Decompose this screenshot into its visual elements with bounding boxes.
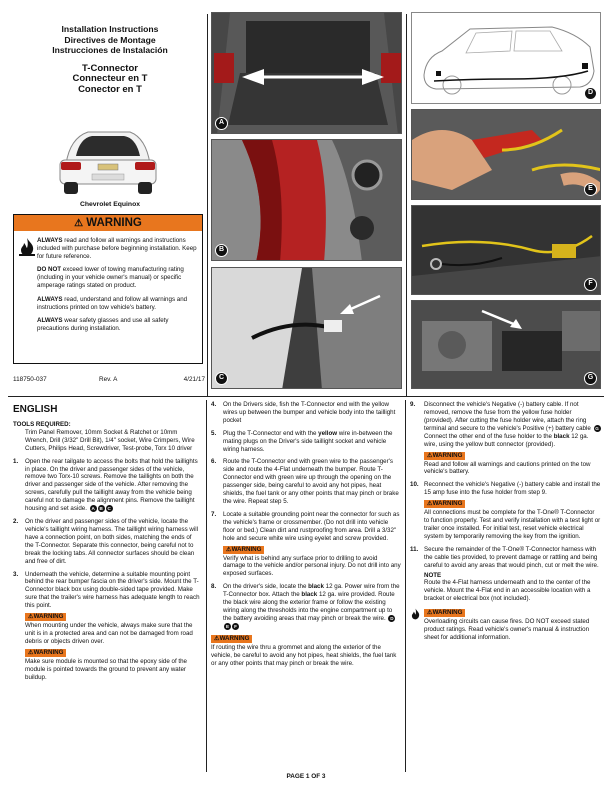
title-en: Installation Instructions: [61, 24, 159, 34]
photo-label: D: [584, 87, 597, 100]
product-es: Conector en T: [78, 83, 142, 95]
warning-label: ⚠WARNING: [211, 635, 252, 643]
divider: [405, 400, 406, 772]
step-5: 5. Plug the T-Connector end with the yellow wire in-between the mating plugs on the Driver's side taillight socket and vehicle wiring harness.: [211, 429, 393, 453]
fire-icon: [18, 237, 36, 257]
ref-badge: D: [390, 615, 394, 621]
step-2: 2. On the driver and passenger sides of the vehicle, locate the vehicle's taillight wiring harness. The taillight wiring harness will have a connection point, on both sides, matching the ends of the T-Connector. Separate this connector, being careful not to break the locking tabs. All connector surfaces should be clean and free of dirt.: [13, 518, 199, 565]
step-11: 11. Secure the remainder of the T-One® T-Connector harness with the cable ties provided, to prevent damage or rattling and being careful to avoid any areas that would pinch, cut or melt the wire. NOTE Route the 4-Flat harness underneath and to the center of the vehicle. Mount the 4-Flat end in an accessible location with a bracket or electrical box (not included).: [410, 546, 601, 603]
warning-box: [13, 214, 203, 364]
warning-paragraph: ALWAYS read and follow all warnings and instructions included with purchase before beginning installation. Keep for future reference.: [37, 237, 197, 261]
warning-paragraph: ALWAYS read, understand and follow all warnings and instructions printed on tow vehicle's battery.: [37, 295, 188, 311]
warning-paragraph: DO NOT exceed lower of towing manufacturing rating (including in your vehicle owner's manual) or specific amperage ratings stated on product.: [37, 266, 184, 290]
title-es: Instrucciones de Instalación: [52, 45, 168, 55]
fire-warning: ⚠WARNING Overloading circuits can cause fires. DO NOT exceed stated product ratings. Read vehicle's owner's manual & instruction sheet for additional information.: [410, 608, 601, 642]
photo-f: [411, 205, 601, 295]
tools-label: TOOLS REQUIRED:: [13, 421, 71, 428]
photo-label: G: [584, 372, 597, 385]
divider: [206, 400, 207, 772]
divider: [207, 14, 208, 397]
product-en: T-Connector: [82, 62, 138, 74]
page-footer: PAGE 1 OF 3: [286, 773, 326, 780]
ref-badge: A: [91, 506, 95, 512]
title-fr: Directives de Montage: [64, 34, 156, 45]
note-label: NOTE: [424, 571, 442, 579]
section-title: ENGLISH: [13, 404, 58, 415]
photo-g: [411, 300, 601, 389]
vehicle-name: Chevrolet Equinox: [79, 201, 141, 208]
warning-text: [37, 237, 199, 338]
revision: Rev. A: [99, 376, 118, 383]
column-1: [13, 404, 201, 687]
ref-badge: F: [232, 623, 239, 630]
ref-badge: B: [99, 506, 103, 512]
photo-e: [411, 109, 601, 200]
divider: [8, 396, 604, 397]
column-3: [410, 401, 601, 642]
photo-c: [211, 267, 402, 389]
photo-d: [411, 12, 601, 104]
photo-label: A: [215, 117, 228, 130]
step-8: 8. On the driver's side, locate the black 12 ga. Power wire from the T-Connector box. Attach the black 12 ga. wire provided. Route the black wire along the exterior frame or follow the existing wiring along the thresholds into the engine compartment up to the battery avoiding areas that may pinch or break the wire. DE F: [211, 583, 400, 629]
tools-text: Trim Panel Remover, 10mm Socket & Ratchet or 10mm Wrench, Drill (3/32" Drill Bit), 1/4" socket, Wire Crimpers, Wire Cutters, Philips Head, Screwdriver, Test-probe, Torx 10 driver: [25, 428, 195, 452]
step-4: 4. On the Drivers side, fish the T-Connector end with the yellow wires up between the bumper and vehicle body into the taillight pocket: [211, 401, 396, 424]
fire-icon: [410, 608, 421, 623]
part-number: 118750-037: [13, 376, 47, 383]
step-1: 1. Open the rear tailgate to access the bolts that hold the taillights in place. On the driver and passenger sides of the vehicle, remove two Torx-10 screws. Remove the taillights on both the driver and passenger side of the vehicle. After removing the screws, carefully pull the taillight away from the vehicle being careful not to damage the alignment pins. Remove the taillight housing and set aside. A B C: [13, 457, 198, 513]
photo-label: B: [215, 244, 228, 257]
step-7: 7. Locate a suitable grounding point near the connector for such as the vehicle's frame or crossmember. (Do not drill into vehicle floor or bed.) Clean dirt and rustproofing from area. Drill a 3/32" hole and secure white wire using eyelet and screw provided. ⚠WARNING Verify what is behind any surface prior to drilling to avoid damage to the vehicle and/or personal injury. Do not drill into any exposed surfaces.: [211, 510, 401, 578]
photo-label: C: [215, 372, 228, 385]
step-3: 3. Underneath the vehicle, determine a suitable mounting point behind the rear bumper fascia on the driver's side. Mount the T-Connector black box using double-sided tape provided. Make sure that the trailer's wire harness has adequate length to reach this point. ⚠WARNING When mounting under the vehicle, always make sure that the unit is in a protected area and can not be damaged from road debris or objects driven over. ⚠WARNING Make sure module is mounted so that the epoxy side of the module is pointed towards the ground to prevent any water buildup.: [13, 570, 200, 681]
step-8-warning: ⚠WARNING If routing the wire thru a grommet and along the exterior of the vehicle, be careful to avoid any hot pipes, heat shields, the fuel tank or any other points that may pinch or break the wire.: [211, 634, 397, 667]
product-fr: Connecteur en T: [72, 73, 148, 84]
warning-header: [14, 215, 202, 231]
warning-label: ⚠WARNING: [25, 649, 66, 657]
column-2: [211, 401, 401, 668]
photo-label: F: [584, 278, 597, 291]
photo-label: E: [584, 183, 597, 196]
warning-label: ⚠WARNING: [424, 609, 465, 617]
ref-badge: C: [107, 506, 111, 512]
divider: [406, 14, 407, 397]
step-10: 10. Reconnect the vehicle's Negative (-) battery cable and install the 15 amp fuse into the fuse holder from step 9. ⚠WARNING All connections must be complete for the T-One® T-Connector to function properly. Test and verify installation with a test light or trailer once installed. For initial test, reset vehicle electrical system by temporarily removing the key from the ignition.: [410, 481, 601, 540]
warning-title: WARNING: [86, 217, 142, 229]
warning-label: ⚠WARNING: [424, 500, 465, 508]
photo-b: [211, 139, 402, 261]
warning-triangle-icon: ⚠: [74, 218, 84, 229]
step-9: 9. Disconnect the vehicle's Negative (-) battery cable. If not removed, remove the fuse from the yellow fuse holder (provided). After cutting the fuse holder wire, attach the ring terminal and secure to the vehicle's Positive (+) battery cable G Connect the other end of the fuse holder to the black 12 ga. wire, using the yellow butt connector (provided). ⚠WARNING Read and follow all warnings and cautions printed on the tow vehicle's battery.: [410, 401, 599, 476]
doc-date: 4/21/17: [183, 376, 205, 383]
step-6: 6. Route the T-Connector end with green wire to the passenger's side and route the 4-Flat underneath the bumper. Route T-Connector end with green wire up through the opening on the passenger side, being careful to avoid any hot pipes, heat shields, the fuel tank or any other points that may pinch or brake the wire. Repeat step 5.: [211, 458, 399, 505]
vehicle-photo: [52, 124, 164, 198]
photo-a: [211, 12, 402, 134]
warning-label: ⚠WARNING: [424, 452, 465, 460]
header-titles: [16, 24, 204, 95]
ref-badge: G: [595, 425, 599, 431]
warning-label: ⚠WARNING: [223, 546, 264, 554]
warning-label: ⚠WARNING: [25, 613, 66, 621]
warning-paragraph: ALWAYS wear safety glasses and use all safety precautions during installation.: [37, 316, 169, 332]
ref-badge: E: [225, 623, 230, 629]
